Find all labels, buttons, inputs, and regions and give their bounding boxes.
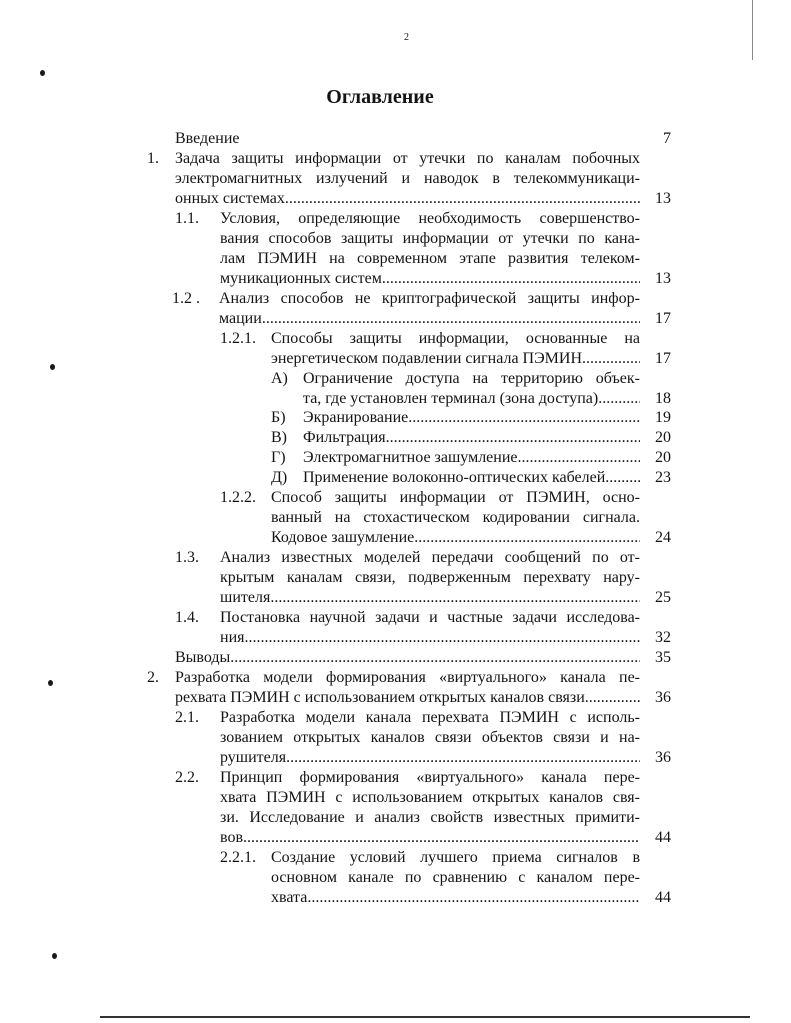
toc-entry-title: та, где установлен терминал (зона доступа)... — [303, 390, 611, 407]
dot-leader — [243, 828, 640, 848]
toc-entry-number: 2.2. — [175, 769, 199, 786]
dot-leader — [610, 389, 640, 409]
toc-entry-title: рехвата ПЭМИН с использованием открытых каналов связи.... — [175, 689, 601, 706]
dot-leader — [286, 748, 640, 768]
toc-entry-text — [175, 129, 560, 149]
toc-entry-number: 2.2.1. — [220, 849, 256, 866]
toc-entry-text: Анализ известных моделей передачи сообщений по от- — [220, 549, 640, 566]
toc-entry-text — [303, 389, 640, 409]
toc-entry-text — [303, 468, 640, 488]
dot-leader — [598, 349, 640, 369]
toc-entry-text: Постановка научной задачи и частные задачи исследова- — [220, 609, 640, 626]
toc-entry-number: Г) — [271, 449, 286, 466]
toc-entry-number: 1.4. — [175, 609, 199, 626]
toc-page-number: 24 — [655, 529, 671, 546]
toc-entry-title: онных системах — [175, 190, 285, 207]
toc-entry-text — [303, 408, 640, 428]
toc-page-number: 44 — [655, 829, 671, 846]
toc-entry-text — [175, 648, 640, 668]
dot-leader — [613, 468, 640, 488]
toc-page-number: 25 — [655, 589, 671, 606]
dot-leader — [518, 448, 640, 468]
toc-entry-text — [175, 189, 640, 209]
toc-entry-title: рушителя — [220, 749, 287, 766]
toc-entry-text — [220, 269, 640, 289]
toc-page-number: 19 — [655, 409, 671, 426]
toc-entry-number: 1.3. — [175, 549, 199, 566]
dot-leader — [414, 528, 640, 548]
toc-entry-text: Условия, определяющие необходимость совершенство- — [220, 210, 640, 227]
toc-entry-text — [220, 748, 640, 768]
toc-entry-text: хвата ПЭМИН с использованием открытых каналов свя- — [220, 789, 640, 806]
dot-leader — [307, 888, 640, 908]
toc-page-number: 32 — [655, 629, 671, 646]
toc-entry-text — [303, 428, 640, 448]
dot-leader — [230, 648, 640, 668]
toc-page-number: 13 — [655, 190, 671, 207]
toc-entry-number: 2. — [147, 669, 159, 686]
scan-mark — [40, 70, 45, 76]
toc-entry-text — [220, 628, 640, 648]
toc-entry-title: Кодовое зашумление — [271, 529, 415, 546]
dot-leader — [601, 688, 640, 708]
toc-entry-text: Способ защиты информации от ПЭМИН, осно- — [271, 489, 640, 506]
toc-entry-title: Экранирование — [303, 409, 409, 426]
toc-entry-text: основном канале по сравнению с каналом пере- — [271, 869, 640, 886]
toc-entry-title: Введение — [175, 130, 240, 147]
toc-entry-title: шителя — [220, 589, 271, 606]
page-title: Оглавление — [326, 86, 434, 108]
toc-entry-text — [175, 688, 640, 708]
toc-entry-text: ванный на стохастическом кодировании сигнала. — [271, 509, 640, 526]
toc-entry-text — [219, 309, 640, 329]
scan-mark — [50, 364, 55, 370]
dot-leader — [244, 628, 640, 648]
scan-mark — [48, 680, 53, 686]
dot-leader — [262, 309, 640, 329]
toc-entry-number: 1.2.1. — [220, 330, 256, 347]
toc-page-number: 20 — [655, 429, 671, 446]
toc-page-number: 23 — [655, 469, 671, 486]
toc-entry-text: Анализ способов не криптографической защиты инфор- — [219, 290, 640, 307]
toc-entry-text: электромагнитных излучений и наводок в телекоммуникаци- — [175, 170, 640, 187]
toc-entry-text: Способы защиты информации, основанные на — [271, 330, 640, 347]
toc-entry-text — [220, 828, 640, 848]
toc-entry-number: 1.2 . — [172, 290, 200, 307]
toc-entry-title: Фильтрация — [303, 429, 386, 446]
toc-entry-text: крытым каналам связи, подверженным перехвату нару- — [220, 569, 640, 586]
toc-page-number: 7 — [663, 130, 671, 147]
toc-page-number: 44 — [655, 889, 671, 906]
toc-entry-title: Электромагнитное зашумление — [303, 449, 518, 466]
toc-entry-title: энергетическом подавлении сигнала ПЭМИН.... — [271, 350, 598, 367]
page-number: 2 — [404, 32, 409, 43]
scan-bottom-line — [100, 1016, 750, 1018]
toc-entry-text — [271, 349, 640, 369]
toc-entry-number: Б) — [271, 409, 286, 426]
toc-entry-text — [271, 528, 640, 548]
toc-entry-text: Задача защиты информации от утечки по каналам побочных — [175, 150, 640, 167]
toc-entry-number: В) — [271, 429, 287, 446]
toc-entry-number: 1.1. — [175, 210, 199, 227]
toc-entry-title: мации — [219, 310, 262, 327]
toc-entry-text: Ограничение доступа на территорию объек- — [303, 370, 640, 387]
toc-entry-text: Принцип формирования «виртуального» канала пере- — [220, 769, 640, 786]
toc-page-number: 35 — [655, 649, 671, 666]
scan-edge-line — [752, 0, 753, 60]
toc-entry-number: Д) — [271, 469, 288, 486]
toc-page-number: 18 — [655, 390, 671, 407]
toc-entry-text: Разработка модели формирования «виртуального» канала пе- — [175, 669, 640, 686]
toc-page-number: 13 — [655, 270, 671, 287]
scan-mark — [52, 953, 57, 959]
toc-page-number: 17 — [655, 350, 671, 367]
toc-page-number: 20 — [655, 449, 671, 466]
toc-page-number: 36 — [655, 749, 671, 766]
dot-leader — [408, 408, 640, 428]
toc-entry-text: Создание условий лучшего приема сигналов в — [271, 849, 640, 866]
dot-leader — [382, 269, 640, 289]
toc-entry-text — [271, 888, 640, 908]
toc-entry-number: 2.1. — [175, 709, 199, 726]
dot-leader — [386, 428, 640, 448]
toc-entry-number: 1. — [147, 150, 159, 167]
toc-entry-text: Разработка модели канала перехвата ПЭМИН с исполь- — [220, 709, 640, 726]
toc-page-number: 17 — [655, 310, 671, 327]
toc-entry-text: зованием открытых каналов связи объектов связи и на- — [220, 729, 640, 746]
toc-entry-text: вания способов защиты информации от утечки по кана- — [220, 230, 640, 247]
toc-page-number: 36 — [655, 689, 671, 706]
toc-entry-title: Выводы — [175, 649, 231, 666]
toc-entry-number: 1.2.2. — [220, 489, 256, 506]
toc-entry-text: зи. Исследование и анализ свойств известных примити- — [220, 809, 640, 826]
toc-entry-text — [220, 588, 640, 608]
toc-entry-title: муникационных систем — [220, 270, 382, 287]
dot-leader — [285, 189, 640, 209]
toc-entry-text: лам ПЭМИН на современном этапе развития телеком- — [220, 250, 640, 267]
toc-entry-title: ния — [220, 629, 245, 646]
toc-entry-number: А) — [271, 370, 288, 387]
toc-entry-title: Применение волоконно-оптических кабелей.. — [303, 469, 614, 486]
toc-entry-title: вов — [220, 829, 243, 846]
dot-leader — [270, 588, 640, 608]
toc-entry-title: хвата — [271, 889, 308, 906]
toc-entry-text — [303, 448, 640, 468]
